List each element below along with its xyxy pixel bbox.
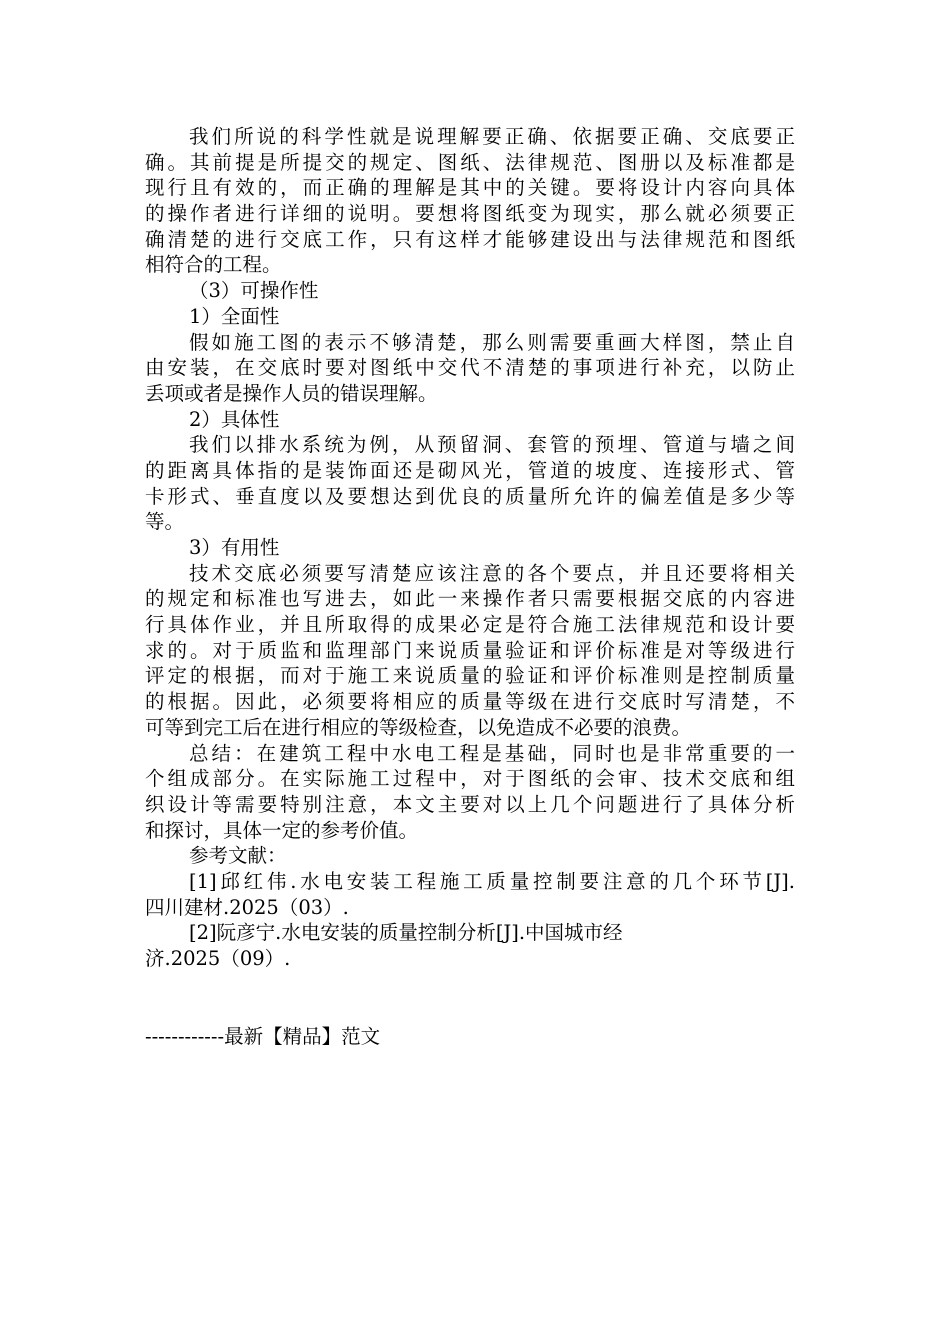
text-line: 的距离具体指的是装饰面还是砌风光，管道的坡度、连接形式、管 — [145, 458, 795, 482]
text-line: 求的。对于质监和监理部门来说质量验证和评价标准是对等级进行 — [145, 638, 795, 662]
text-line: 织设计等需要特别注意，本文主要对以上几个问题进行了具体分析 — [145, 792, 795, 816]
text-line: 相符合的工程。 — [145, 253, 282, 277]
text-line: 我们以排水系统为例，从预留洞、套管的预埋、管道与墙之间 — [189, 433, 795, 457]
text-line: 行具体作业，并且所取得的成果必定是符合施工法律规范和设计要 — [145, 613, 795, 637]
text-line: 和探讨，具体一定的参考价值。 — [145, 818, 419, 842]
reference-item: [2]阮彦宁.水电安装的质量控制分析[J].中国城市经 — [189, 921, 623, 945]
reference-item-continuation: 四川建材.2025（03）. — [145, 895, 349, 919]
text-line: 可等到完工后在进行相应的等级检查，以免造成不必要的浪费。 — [145, 715, 692, 739]
text-line: 假如施工图的表示不够清楚，那么则需要重画大样图，禁止自 — [189, 330, 795, 354]
references-heading: 参考文献： — [189, 844, 287, 868]
text-line: 的根据。因此，必须要将相应的质量等级在进行交底时写清楚，不 — [145, 690, 795, 714]
text-line: 我们所说的科学性就是说理解要正确、依据要正确、交底要正 — [189, 125, 795, 148]
spacer — [145, 972, 795, 1024]
text-line: 个组成部分。在实际施工过程中，对于图纸的会审、技术交底和组 — [145, 767, 795, 791]
text-line: 的规定和标准也写进去，如此一来操作者只需要根据交底的内容进 — [145, 587, 795, 611]
subsection-heading: 2）具体性 — [189, 407, 280, 431]
text-line: 确清楚的进行交底工作，只有这样才能够建设出与法律规范和图纸 — [145, 227, 795, 251]
text-line: 卡形式、垂直度以及要想达到优良的质量所允许的偏差值是多少等 — [145, 484, 795, 508]
text-line: 的操作者进行详细的说明。要想将图纸变为现实，那么就必须要正 — [145, 202, 795, 226]
section-heading: （3）可操作性 — [189, 279, 319, 303]
text-line: 现行且有效的，而正确的理解是其中的关键。要将设计内容向具体 — [145, 176, 795, 200]
document-body — [145, 124, 795, 1049]
footer-note: ------------最新【精品】范文 — [145, 1024, 381, 1048]
text-line: 评定的根据，而对于施工来说质量的验证和评价标准则是控制质量 — [145, 664, 795, 688]
text-line: 丢项或者是操作人员的错误理解。 — [145, 381, 438, 405]
text-line: 确。其前提是所提交的规定、图纸、法律规范、图册以及标准都是 — [145, 150, 795, 174]
text-line: 技术交底必须要写清楚应该注意的各个要点，并且还要将相关 — [189, 561, 795, 585]
text-line: 由安装，在交底时要对图纸中交代不清楚的事项进行补充，以防止 — [145, 356, 795, 380]
text-line: 等。 — [145, 510, 185, 534]
reference-item-continuation: 济.2025（09）. — [145, 947, 291, 970]
text-line: 总结：在建筑工程中水电工程是基础，同时也是非常重要的一 — [189, 741, 795, 765]
subsection-heading: 3）有用性 — [189, 536, 280, 559]
reference-item: [1]邱红伟.水电安装工程施工质量控制要注意的几个环节[J]. — [189, 869, 795, 893]
subsection-heading: 1）全面性 — [189, 304, 280, 328]
